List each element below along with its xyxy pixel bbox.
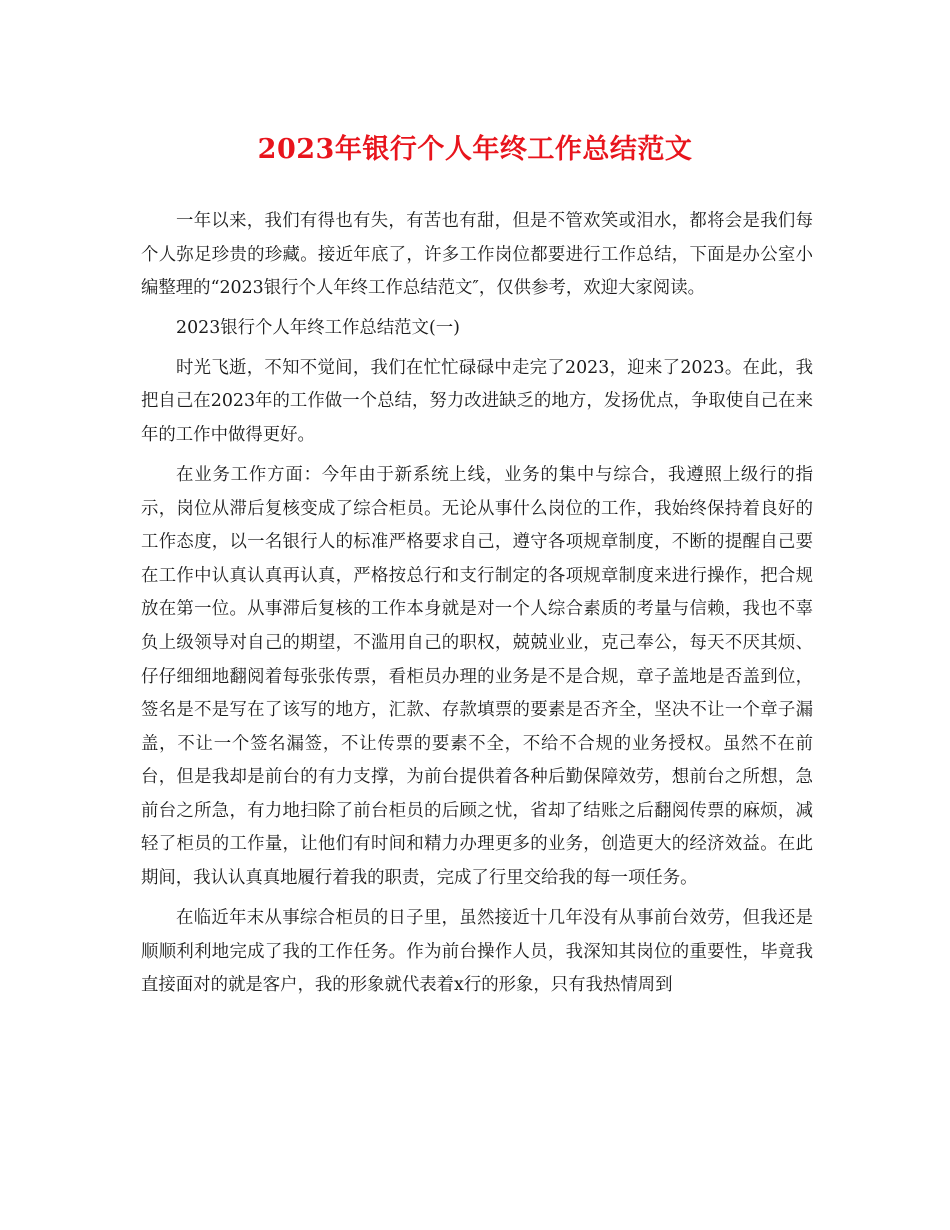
body-paragraph: 在临近年末从事综合柜员的日子里，虽然接近十几年没有从事前台效劳，但我还是顺顺利利地完成了我的工作任务。作为前台操作人员，我深知其岗位的重要性，毕竟我直接面对的就是客户，我的形象就代表着x行的形象，只有我热情周到 [141, 908, 813, 996]
section-heading: 2023银行个人年终工作总结范文(一) [176, 318, 460, 339]
document-body [141, 205, 813, 1009]
intro-paragraph: 一年以来，我们有得也有失，有苦也有甜，但是不管欢笑或泪水，都将会是我们每个人弥足珍贵的珍藏。接近年底了，许多工作岗位都要进行工作总结，下面是办公室小编整理的“2023银行个人年终工作总结范文″，仅供参考，欢迎大家阅读。 [141, 211, 813, 299]
body-paragraph: 时光飞逝，不知不觉间，我们在忙忙碌碌中走完了2023，迎来了2023。在此，我把自己在2023年的工作做一个总结，努力改进缺乏的地方，发扬优点，争取使自己在来年的工作中做得更好。 [141, 357, 813, 445]
body-paragraph: 在业务工作方面：今年由于新系统上线，业务的集中与综合，我遵照上级行的指示，岗位从滞后复核变成了综合柜员。无论从事什么岗位的工作，我始终保持着良好的工作态度，以一名银行人的标准严格要求自己，遵守各项规章制度，不断的提醒自己要在工作中认真认真再认真，严格按总行和支行制定的各项规章制度来进行操作，把合规放在第一位。从事滞后复核的工作本身就是对一个人综合素质的考量与信赖，我也不辜负上级领导对自己的期望，不滥用自己的职权，兢兢业业，克己奉公，每天不厌其烦、仔仔细细地翻阅着每张张传票，看柜员办理的业务是不是合规，章子盖地是否盖到位，签名是不是写在了该写的地方，汇款、存款填票的要素是否齐全，坚决不让一个章子漏盖，不让一个签名漏签，不让传票的要素不全，不给不合规的业务授权。虽然不在前台，但是我却是前台的有力支撑，为前台提供着各种后勤保障效劳，想前台之所想，急前台之所急，有力地扫除了前台柜员的后顾之忧，省却了结账之后翻阅传票的麻烦，减轻了柜员的工作量，让他们有时间和精力办理更多的业务，创造更大的经济效益。在此期间，我认认真真地履行着我的职责，完成了行里交给我的每一项任务。 [141, 464, 813, 889]
document-title: 2023年银行个人年终工作总结范文 [257, 134, 693, 165]
